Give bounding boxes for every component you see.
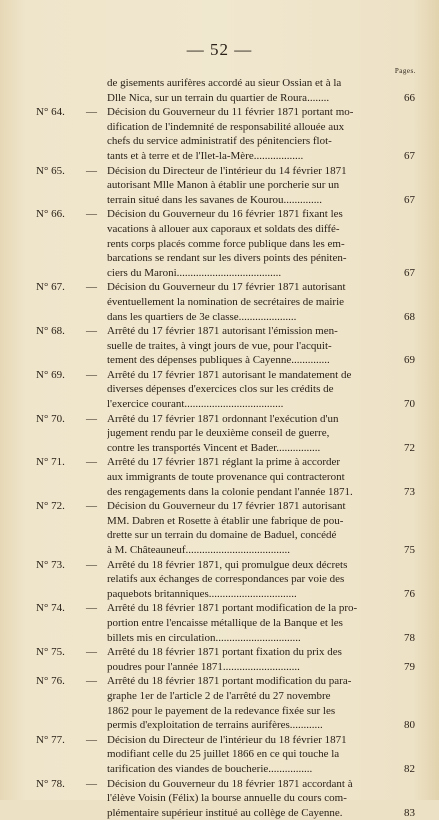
page-reference: 69 — [404, 353, 415, 368]
entry-text — [107, 164, 377, 208]
toc-entry — [0, 105, 439, 163]
page-reference: 68 — [404, 310, 415, 325]
entry-line: Arrêté du 18 février 1871, qui promulgue deux décrets — [107, 558, 377, 573]
entry-line: dans les quartiers de 3e classe..................... — [107, 310, 377, 325]
page-reference: 82 — [404, 762, 415, 777]
page-reference: 67 — [404, 149, 415, 164]
toc-entry — [0, 777, 439, 820]
entry-dash: — — [86, 368, 97, 383]
entry-text — [107, 76, 377, 105]
entry-number: N° 65. — [36, 164, 65, 179]
page-number: — 52 — — [0, 40, 439, 60]
entry-line: billets mis en circulation............................... — [107, 631, 377, 646]
entry-line: 1862 pour le payement de la redevance fixée sur les — [107, 704, 377, 719]
toc-entry — [0, 601, 439, 645]
entry-text — [107, 601, 377, 645]
toc-entry — [0, 76, 439, 105]
entry-line: Arrêté du 17 février 1871 autorisant l'émission men- — [107, 324, 377, 339]
entry-dash: — — [86, 645, 97, 660]
entry-line: aux immigrants de toute provenance qui contracteront — [107, 470, 377, 485]
toc-entry — [0, 455, 439, 499]
entry-line: tement des dépenses publiques à Cayenne.............. — [107, 353, 377, 368]
entry-line: relatifs aux échanges de correspondances par voie des — [107, 572, 377, 587]
entry-line: Arrêté du 17 février 1871 ordonnant l'exécution d'un — [107, 412, 377, 427]
page-reference: 66 — [404, 91, 415, 106]
toc-entry — [0, 645, 439, 674]
entry-dash: — — [86, 499, 97, 514]
page-reference: 76 — [404, 587, 415, 602]
entry-number: N° 69. — [36, 368, 65, 383]
entry-text — [107, 368, 377, 412]
toc-entry — [0, 207, 439, 280]
entry-dash: — — [86, 412, 97, 427]
entry-line: barcations se rendant sur les divers points des péniten- — [107, 251, 377, 266]
entry-line: Arrêté du 18 février 1871 portant fixation du prix des — [107, 645, 377, 660]
entry-dash: — — [86, 164, 97, 179]
entry-number: N° 73. — [36, 558, 65, 573]
entry-text — [107, 105, 377, 163]
toc-entry — [0, 733, 439, 777]
entry-text — [107, 777, 377, 820]
entry-line: à M. Châteauneuf...................................... — [107, 543, 377, 558]
toc-entry — [0, 499, 439, 557]
entry-line: l'élève Voisin (Félix) la bourse annuelle du cours com- — [107, 791, 377, 806]
entry-line: jugement rendu par le deuxième conseil de guerre, — [107, 426, 377, 441]
entry-text — [107, 558, 377, 602]
entry-text — [107, 645, 377, 674]
entry-dash: — — [86, 777, 97, 792]
entry-dash: — — [86, 733, 97, 748]
page-reference: 70 — [404, 397, 415, 412]
entry-line: chefs du service administratif des pénitenciers flot- — [107, 134, 377, 149]
entry-line: MM. Dabren et Rosette à établir une fabrique de pou- — [107, 514, 377, 529]
entry-line: de gisements aurifères accordé au sieur Ossian et à la — [107, 76, 377, 91]
entry-text — [107, 674, 377, 732]
page-reference: 78 — [404, 631, 415, 646]
entry-text — [107, 324, 377, 368]
entry-line: Arrêté du 17 février 1871 autorisant le mandatement de — [107, 368, 377, 383]
entry-number: N° 66. — [36, 207, 65, 222]
entry-line: suelle de traites, à vingt jours de vue, pour l'acquit- — [107, 339, 377, 354]
entry-line: Arrêté du 18 février 1871 portant modification de la pro- — [107, 601, 377, 616]
entry-line: permis d'exploitation de terrains aurifères............ — [107, 718, 377, 733]
entry-text — [107, 733, 377, 777]
toc-entry — [0, 412, 439, 456]
page-reference: 67 — [404, 193, 415, 208]
page-reference: 79 — [404, 660, 415, 675]
entry-dash: — — [86, 455, 97, 470]
table-of-contents — [0, 76, 439, 820]
toc-entry — [0, 324, 439, 368]
page-reference: 67 — [404, 266, 415, 281]
entry-text — [107, 412, 377, 456]
entry-text — [107, 207, 377, 280]
entry-text — [107, 280, 377, 324]
entry-line: portion entre l'encaisse métallique de la Banque et les — [107, 616, 377, 631]
entry-line: Arrêté du 17 février 1871 réglant la prime à accorder — [107, 455, 377, 470]
toc-entry — [0, 674, 439, 732]
entry-number: N° 74. — [36, 601, 65, 616]
pages-column-header: Pages. — [395, 67, 416, 75]
entry-line: modifiant celle du 25 juillet 1866 en ce qui touche la — [107, 747, 377, 762]
entry-dash: — — [86, 601, 97, 616]
page-reference: 72 — [404, 441, 415, 456]
entry-number: N° 71. — [36, 455, 65, 470]
entry-line: contre les transportés Vincent et Bader................ — [107, 441, 377, 456]
entry-dash: — — [86, 558, 97, 573]
entry-line: paquebots britanniques................................ — [107, 587, 377, 602]
entry-dash: — — [86, 280, 97, 295]
entry-number: N° 75. — [36, 645, 65, 660]
entry-line: drette sur un terrain du domaine de Baduel, concédé — [107, 528, 377, 543]
entry-line: éventuellement la nomination de secrétaires de mairie — [107, 295, 377, 310]
page-reference: 80 — [404, 718, 415, 733]
entry-line: Décision du Gouverneur du 17 février 1871 autorisant — [107, 499, 377, 514]
page-reference: 75 — [404, 543, 415, 558]
entry-line: rents corps placés comme force publique dans les em- — [107, 237, 377, 252]
entry-line: terrain situé dans les savanes de Kourou.............. — [107, 193, 377, 208]
entry-line: ciers du Maroni...................................... — [107, 266, 377, 281]
entry-line: tarification des viandes de boucherie................ — [107, 762, 377, 777]
entry-line: Décision du Gouverneur du 11 février 1871 portant mo- — [107, 105, 377, 120]
entry-line: plémentaire supérieur institué au collège de Cayenne. — [107, 806, 377, 820]
entry-dash: — — [86, 207, 97, 222]
entry-line: vacations à allouer aux caporaux et soldats des diffé- — [107, 222, 377, 237]
entry-dash: — — [86, 105, 97, 120]
entry-dash: — — [86, 674, 97, 689]
entry-number: N° 67. — [36, 280, 65, 295]
entry-line: Décision du Gouverneur du 18 février 1871 accordant à — [107, 777, 377, 792]
entry-number: N° 72. — [36, 499, 65, 514]
entry-number: N° 76. — [36, 674, 65, 689]
entry-line: Dlle Nica, sur un terrain du quartier de Roura........ — [107, 91, 377, 106]
entry-line: poudres pour l'année 1871............................ — [107, 660, 377, 675]
toc-entry — [0, 368, 439, 412]
entry-line: tants et à terre et de l'Ilet-la-Mère.................. — [107, 149, 377, 164]
page-reference: 73 — [404, 485, 415, 500]
entry-number: N° 78. — [36, 777, 65, 792]
entry-line: Décision du Directeur de l'intérieur du 18 février 1871 — [107, 733, 377, 748]
entry-line: dification de l'indemnité de responsabilité allouée aux — [107, 120, 377, 135]
toc-entry — [0, 558, 439, 602]
entry-dash: — — [86, 324, 97, 339]
entry-line: graphe 1er de l'article 2 de l'arrêté du 27 novembre — [107, 689, 377, 704]
entry-line: diverses dépenses d'exercices clos sur les crédits de — [107, 382, 377, 397]
entry-number: N° 70. — [36, 412, 65, 427]
entry-text — [107, 499, 377, 557]
toc-entry — [0, 164, 439, 208]
entry-line: des rengagements dans la colonie pendant l'année 1871. — [107, 485, 377, 500]
entry-line: Décision du Directeur de l'intérieur du 14 février 1871 — [107, 164, 377, 179]
entry-line: Arrêté du 18 février 1871 portant modification du para- — [107, 674, 377, 689]
entry-line: autorisant Mlle Manon à établir une porcherie sur un — [107, 178, 377, 193]
entry-line: Décision du Gouverneur du 16 février 1871 fixant les — [107, 207, 377, 222]
entry-line: Décision du Gouverneur du 17 février 1871 autorisant — [107, 280, 377, 295]
entry-number: N° 77. — [36, 733, 65, 748]
entry-number: N° 68. — [36, 324, 65, 339]
entry-text — [107, 455, 377, 499]
page-reference: 83 — [404, 806, 415, 820]
entry-line: l'exercice courant.................................... — [107, 397, 377, 412]
entry-number: N° 64. — [36, 105, 65, 120]
toc-entry — [0, 280, 439, 324]
